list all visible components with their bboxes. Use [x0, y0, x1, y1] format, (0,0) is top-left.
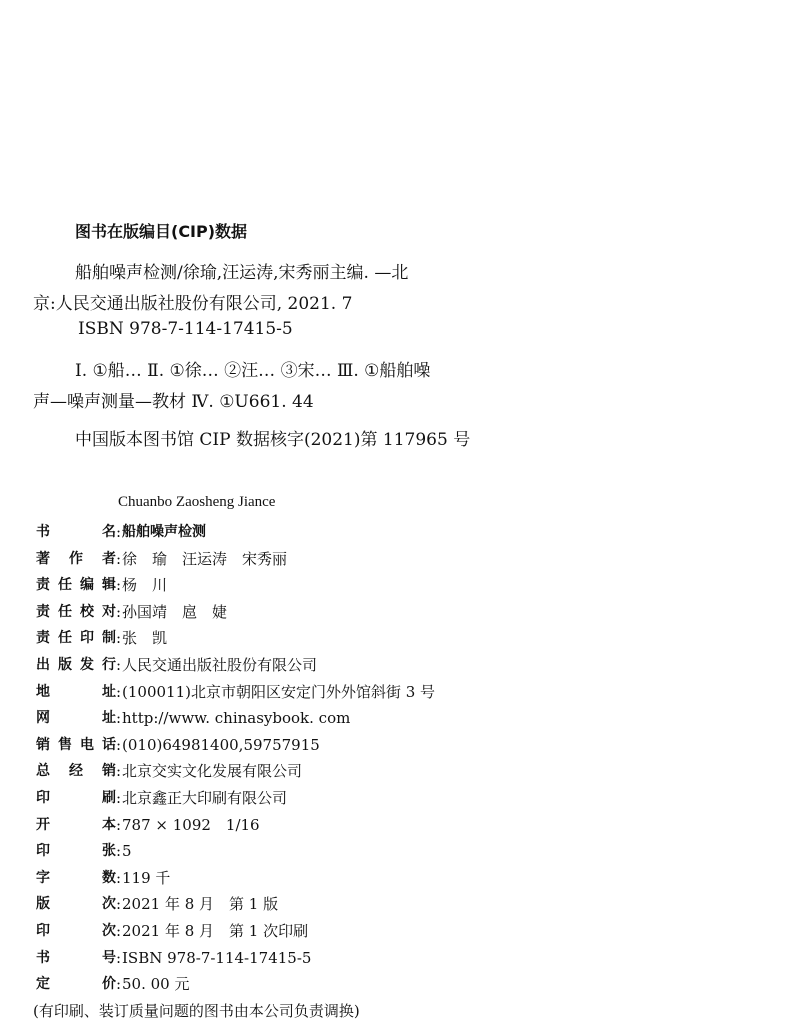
cip-heading: 图书在版编目(CIP)数据 [75, 222, 248, 241]
label-char: 张 [102, 843, 116, 860]
label-char: 印 [36, 922, 50, 939]
label-char: 本 [102, 816, 116, 833]
label-char: 责 [36, 603, 50, 620]
colophon-row [36, 732, 435, 759]
label-char: 址 [102, 683, 116, 700]
colophon-row [36, 572, 435, 599]
label-char: 出 [36, 656, 50, 673]
colophon-row [36, 625, 435, 652]
colophon-table [36, 519, 435, 998]
label-char: 作 [69, 550, 83, 567]
cip-publisher-line: 京:人民交通出版社股份有限公司, 2021. 7 [33, 294, 353, 314]
colophon-row [36, 599, 435, 626]
colophon-label [36, 572, 116, 599]
label-char: 书 [36, 949, 50, 966]
colophon-label [36, 758, 116, 785]
cip-classification-line-2: 声—噪声测量—教材 Ⅳ. ①U661. 44 [33, 392, 314, 412]
colon: : [116, 602, 122, 621]
label-char: 印 [36, 789, 50, 806]
colophon-row [36, 838, 435, 865]
colophon-row [36, 971, 435, 998]
colophon-row [36, 519, 435, 546]
label-char: 址 [102, 710, 116, 727]
label-char: 网 [36, 710, 50, 727]
colophon-row [36, 758, 435, 785]
colophon-label [36, 519, 116, 546]
colophon-value: 船舶噪声检测 [122, 524, 206, 540]
label-char: 名 [102, 524, 116, 540]
colophon-row [36, 785, 435, 812]
label-char: 次 [102, 922, 116, 939]
colophon-value: 787 × 1092 1/16 [122, 815, 260, 834]
colophon-label [36, 918, 116, 945]
label-char: 责 [36, 630, 50, 647]
colophon-label [36, 546, 116, 573]
colon: : [116, 948, 122, 967]
label-char: 经 [69, 763, 83, 780]
colophon-row [36, 652, 435, 679]
colon: : [116, 549, 122, 568]
colophon-value: 徐 瑜 汪运涛 宋秀丽 [122, 549, 288, 568]
colon: : [116, 842, 122, 861]
colophon-label [36, 785, 116, 812]
label-char: 校 [80, 603, 94, 620]
label-char: 印 [80, 630, 94, 647]
colon: : [116, 788, 122, 807]
label-char: 版 [58, 656, 72, 673]
colophon-row [36, 918, 435, 945]
colon: : [116, 682, 122, 701]
colophon-row [36, 679, 435, 706]
cip-title-line: 船舶噪声检测/徐瑜,汪运涛,宋秀丽主编. —北 [75, 263, 409, 283]
label-char: 号 [102, 949, 116, 966]
label-char: 者 [102, 550, 116, 567]
label-char: 售 [58, 736, 72, 753]
colophon-row [36, 945, 435, 972]
colophon-value: (100011)北京市朝阳区安定门外外馆斜街 3 号 [122, 682, 436, 701]
footnote: (有印刷、装订质量问题的图书由本公司负责调换) [33, 1002, 360, 1020]
colon: : [116, 975, 122, 994]
label-char: 印 [36, 843, 50, 860]
label-char: 责 [36, 577, 50, 594]
label-char: 著 [36, 550, 50, 567]
colophon-label [36, 679, 116, 706]
colon: : [116, 576, 122, 595]
colophon-value: 119 千 [122, 868, 171, 887]
colon: : [116, 735, 122, 754]
label-char: 任 [58, 577, 72, 594]
label-char: 对 [102, 603, 116, 620]
label-char: 数 [102, 869, 116, 886]
cip-classification-line: Ⅰ. ①船… Ⅱ. ①徐… ②汪… ③宋… Ⅲ. ①船舶噪 [75, 361, 431, 381]
colon: : [116, 629, 122, 648]
colophon-value: 5 [122, 842, 132, 861]
colophon-label [36, 838, 116, 865]
colophon-label [36, 945, 116, 972]
cip-isbn-line: ISBN 978-7-114-17415-5 [78, 319, 293, 339]
colon: : [116, 709, 122, 728]
colophon-row [36, 705, 435, 732]
label-char: 销 [102, 763, 116, 780]
label-char: 字 [36, 869, 50, 886]
colophon-label [36, 971, 116, 998]
colophon-row [36, 891, 435, 918]
label-char: 书 [36, 524, 50, 540]
colon: : [116, 762, 122, 781]
colon: : [116, 815, 122, 834]
label-char: 辑 [102, 577, 116, 594]
label-char: 电 [80, 736, 94, 753]
colon: : [116, 523, 122, 541]
label-char: 制 [102, 630, 116, 647]
colophon-row [36, 865, 435, 892]
colophon-label [36, 732, 116, 759]
label-char: 销 [36, 736, 50, 753]
pinyin-title: Chuanbo Zaosheng Jiance [118, 494, 276, 510]
colophon-value: 张 凯 [122, 629, 168, 648]
colon: : [116, 921, 122, 940]
colophon-label [36, 599, 116, 626]
colophon-row [36, 546, 435, 573]
colophon-label [36, 865, 116, 892]
label-char: 开 [36, 816, 50, 833]
label-char: 版 [36, 896, 50, 913]
colophon-value: 2021 年 8 月 第 1 版 [122, 895, 279, 914]
colophon-value: 北京鑫正大印刷有限公司 [122, 788, 288, 807]
colophon-label [36, 891, 116, 918]
colophon-value: 北京交实文化发展有限公司 [122, 762, 303, 781]
label-char: 价 [102, 976, 116, 993]
colophon-value: http://www. chinasybook. com [122, 709, 351, 728]
label-char: 任 [58, 630, 72, 647]
colon: : [116, 655, 122, 674]
colon: : [116, 868, 122, 887]
colophon-row [36, 812, 435, 839]
label-char: 定 [36, 976, 50, 993]
colophon-value: 孙国靖 扈 婕 [122, 602, 228, 621]
label-char: 刷 [102, 789, 116, 806]
colophon-value: 2021 年 8 月 第 1 次印刷 [122, 921, 309, 940]
colophon-value: ISBN 978-7-114-17415-5 [122, 948, 312, 967]
label-char: 话 [102, 736, 116, 753]
colophon-label [36, 625, 116, 652]
colon: : [116, 895, 122, 914]
cip-record-number: 中国版本图书馆 CIP 数据核字(2021)第 117965 号 [75, 430, 471, 450]
colophon-value: 杨 川 [122, 576, 168, 595]
colophon-label [36, 812, 116, 839]
label-char: 总 [36, 763, 50, 780]
label-char: 地 [36, 683, 50, 700]
colophon-label [36, 705, 116, 732]
label-char: 次 [102, 896, 116, 913]
colophon-value: (010)64981400,59757915 [122, 735, 320, 754]
colophon-value: 50. 00 元 [122, 975, 190, 994]
label-char: 编 [80, 577, 94, 594]
colophon-label [36, 652, 116, 679]
label-char: 任 [58, 603, 72, 620]
label-char: 行 [102, 656, 116, 673]
colophon-value: 人民交通出版社股份有限公司 [122, 655, 318, 674]
label-char: 发 [80, 656, 94, 673]
